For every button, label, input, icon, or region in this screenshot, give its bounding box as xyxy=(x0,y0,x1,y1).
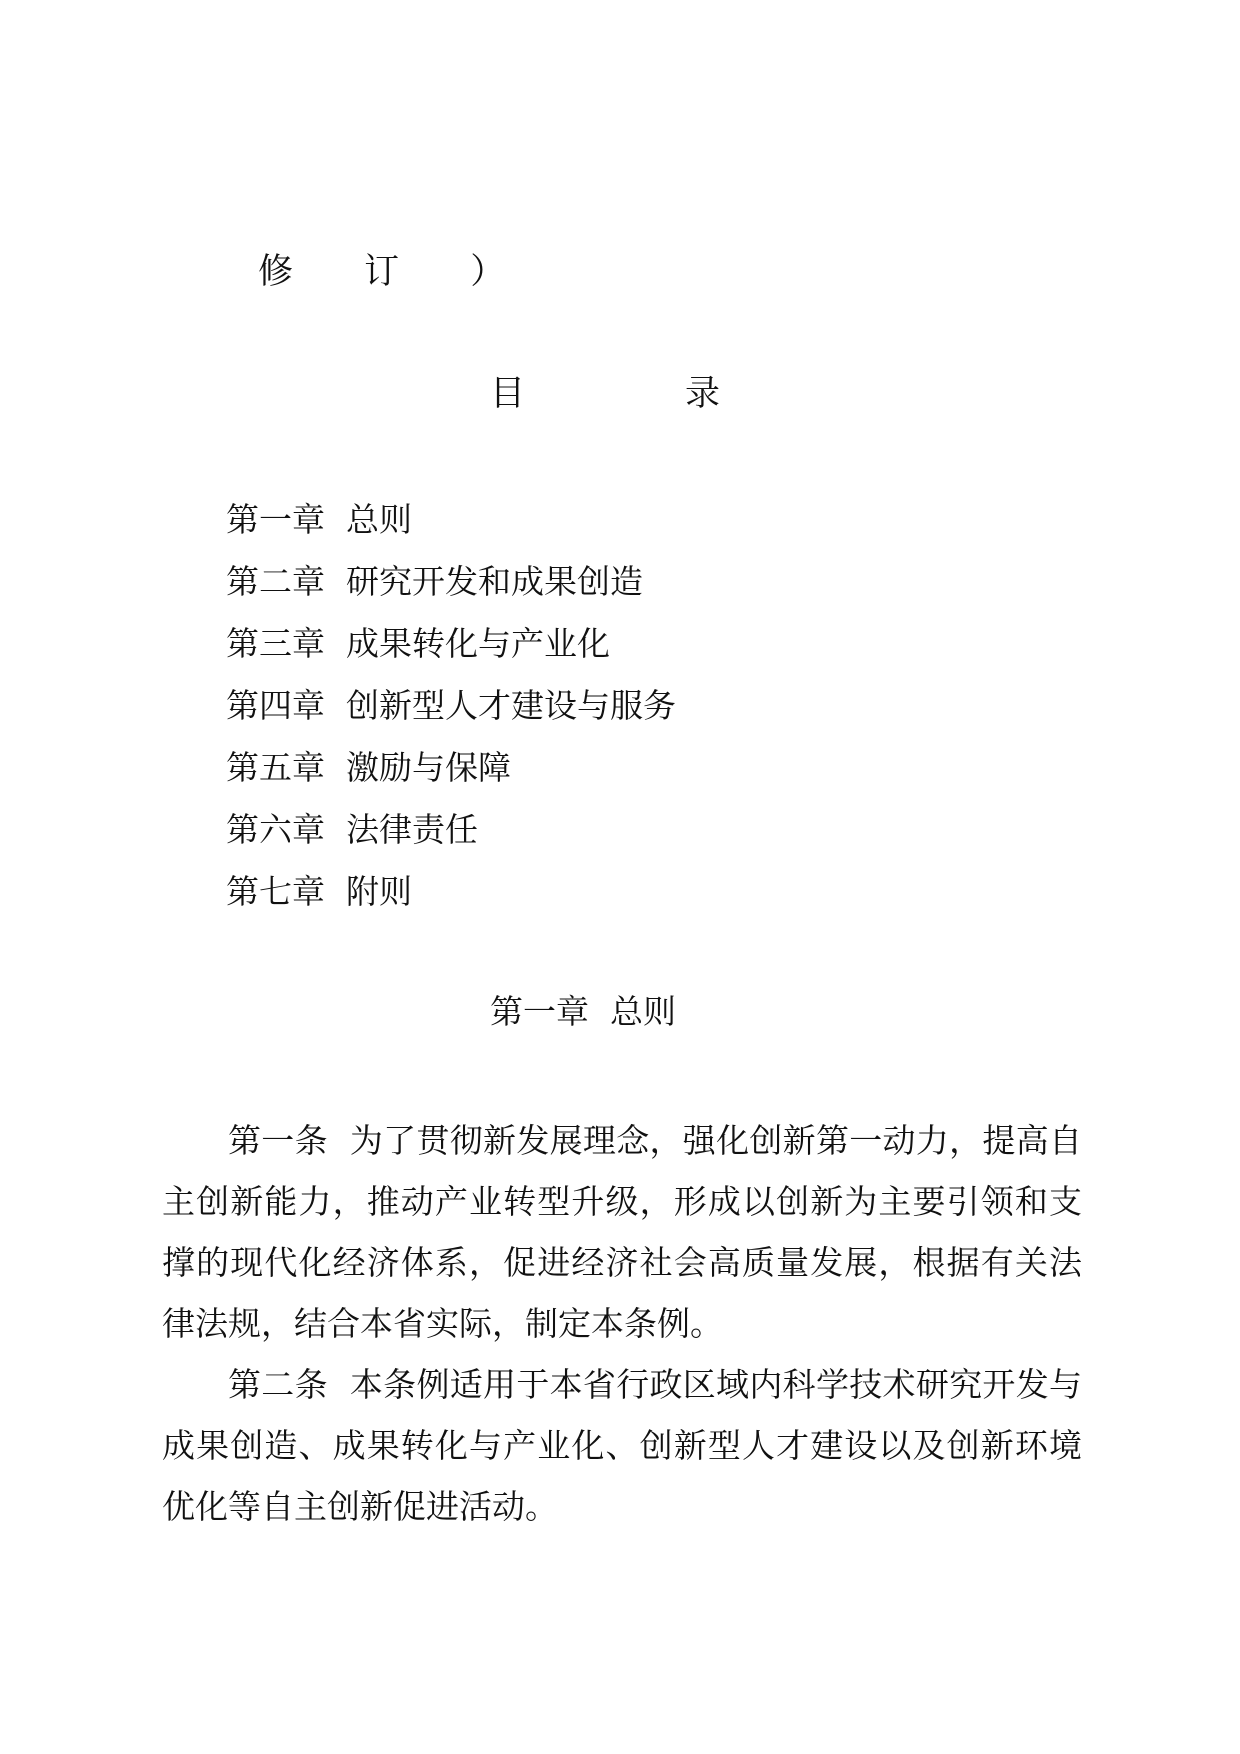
toc-chapter-number: 第七章 xyxy=(226,872,325,911)
toc-chapter-title: 成果转化与产业化 xyxy=(346,624,610,663)
revision-note: 修 订 ） xyxy=(258,252,536,292)
article-1 xyxy=(162,1110,1082,1354)
toc-chapter-number: 第三章 xyxy=(226,624,325,663)
toc-chapter-number: 第一章 xyxy=(226,500,325,539)
toc-chapter-title: 附则 xyxy=(346,872,412,911)
chapter-heading xyxy=(490,988,676,1036)
article-2 xyxy=(162,1354,1082,1537)
toc-item-chapter-4 xyxy=(226,682,676,744)
chapter-number: 第一章 xyxy=(490,992,589,1031)
toc-chapter-number: 第二章 xyxy=(226,562,325,601)
toc-item-chapter-7 xyxy=(226,868,676,930)
table-of-contents xyxy=(226,496,676,930)
toc-chapter-title: 激励与保障 xyxy=(346,748,511,787)
toc-chapter-number: 第四章 xyxy=(226,686,325,725)
toc-chapter-title: 总则 xyxy=(346,500,412,539)
toc-item-chapter-1 xyxy=(226,496,676,558)
toc-chapter-title: 法律责任 xyxy=(346,810,478,849)
toc-item-chapter-6 xyxy=(226,806,676,868)
article-text: 为了贯彻新发展理念，强化创新第一动力，提高自主创新能力，推动产业转型升级，形成以创新为主要引领和支撑的现代化经济体系，促进经济社会高质量发展，根据有关法律法规，结合本省实际，制定本条例。 xyxy=(162,1121,1082,1343)
article-number: 第一条 xyxy=(228,1121,328,1160)
toc-chapter-number: 第五章 xyxy=(226,748,325,787)
toc-item-chapter-2 xyxy=(226,558,676,620)
toc-chapter-number: 第六章 xyxy=(226,810,325,849)
toc-chapter-title: 创新型人才建设与服务 xyxy=(346,686,676,725)
toc-title: 目录 xyxy=(490,374,881,414)
toc-chapter-title: 研究开发和成果创造 xyxy=(346,562,643,601)
toc-item-chapter-3 xyxy=(226,620,676,682)
article-number: 第二条 xyxy=(228,1365,328,1404)
article-text: 本条例适用于本省行政区域内科学技术研究开发与成果创造、成果转化与产业化、创新型人才建设以及创新环境优化等自主创新促进活动。 xyxy=(162,1365,1082,1526)
toc-item-chapter-5 xyxy=(226,744,676,806)
chapter-title: 总则 xyxy=(610,992,676,1031)
